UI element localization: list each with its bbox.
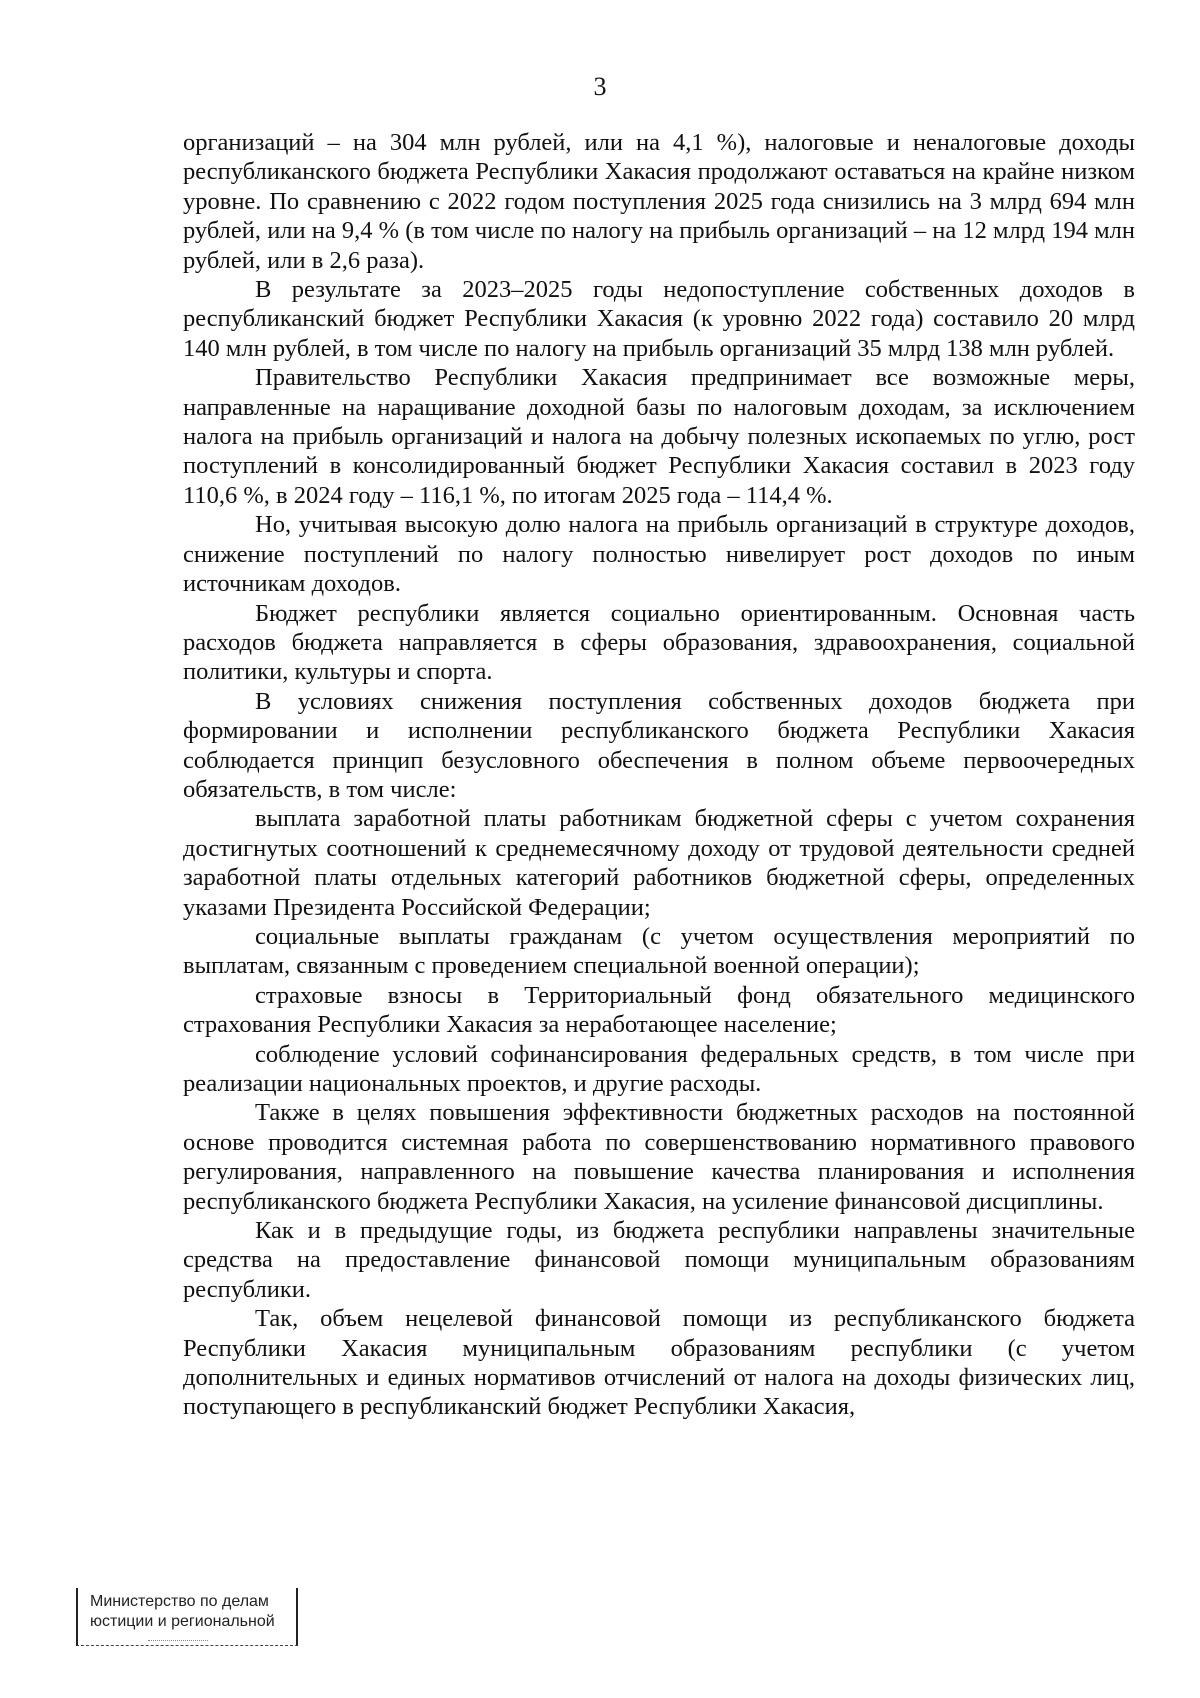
paragraph-8: социальные выплаты гражданам (с учетом осуществления мероприятий по выплатам, связанным с проведением специальной военной операции);: [183, 922, 1135, 980]
stamp-faded-line: [148, 1632, 208, 1641]
paragraph-13: Так, объем нецелевой финансовой помощи из республиканского бюджета Республики Хакасия муниципальным образованиям республики (с учетом дополнительных и единых нормативов отчислений от налога на доходы физических лиц, поступающего в республиканский бюджет Республики Хакасия,: [183, 1305, 1135, 1421]
paragraph-1: организаций – на 304 млн рублей, или на 4,1 %), налоговые и неналоговые доходы республиканского бюджета Республики Хакасия продолжают оставаться на крайне низком уровне. По сравнению с 2022 годом поступления 2025 года снизились на 3 млрд 694 млн рублей, или на 9,4 % (в том числе по налогу на прибыль организаций – на 12 млрд 194 млн рублей, или в 2,6 раза).: [183, 129, 1135, 274]
paragraph-4: Но, учитывая высокую долю налога на прибыль организаций в структуре доходов, снижение поступлений по налогу полностью нивелирует рост доходов по иным источникам доходов.: [183, 511, 1135, 598]
paragraph-6: В условиях снижения поступления собственных доходов бюджета при формировании и исполнении республиканского бюджета Республики Хакасия соблюдается принцип безусловного обеспечения в полном объеме первоочередных обязательств, в том числе:: [183, 687, 1135, 803]
paragraph-11: Также в целях повышения эффективности бюджетных расходов на постоянной основе проводится системная работа по совершенствованию нормативного правового регулирования, направленного на повышение качества планирования и исполнения республиканского бюджета Республики Хакасия, на усиление финансовой дисциплины.: [183, 1099, 1135, 1215]
page-number: 3: [593, 72, 607, 101]
document-body: [183, 128, 1135, 1422]
paragraph-5: Бюджет республики является социально ориентированным. Основная часть расходов бюджета направляется в сферы образования, здравоохранения, социальной политики, культуры и спорта.: [183, 599, 1135, 686]
stamp-line-1: Министерство по делам: [90, 1593, 269, 1610]
paragraph-10: соблюдение условий софинансирования федеральных средств, в том числе при реализации национальных проектов, и другие расходы.: [183, 1040, 1135, 1097]
paragraph-2: В результате за 2023–2025 годы недопоступление собственных доходов в республиканский бюджет Республики Хакасия (к уровню 2022 года) составило 20 млрд 140 млн рублей, в том числе по налогу на прибыль организаций 35 млрд 138 млн рублей.: [183, 276, 1135, 362]
paragraph-9: страховые взносы в Территориальный фонд обязательного медицинского страхования Республики Хакасия за неработающее население;: [183, 981, 1135, 1039]
paragraph-3: Правительство Республики Хакасия предпринимает все возможные меры, направленные на наращивание доходной базы по налоговым доходам, за исключением налога на прибыль организаций и налога на добычу полезных ископаемых по углю, рост поступлений в консолидированный бюджет Республики Хакасия составил в 2023 году 110,6 %, в 2024 году – 116,1 %, по итогам 2025 года – 114,4 %.: [183, 364, 1135, 509]
paragraph-7: выплата заработной платы работникам бюджетной сферы с учетом сохранения достигнутых соотношений к среднемесячному доходу от трудовой деятельности средней заработной платы отдельных категорий работников бюджетной сферы, определенных указами Президента Российской Федерации;: [183, 805, 1135, 921]
registration-stamp: [76, 1588, 298, 1646]
paragraph-12: Как и в предыдущие годы, из бюджета республики направлены значительные средства на предоставление финансовой помощи муниципальным образованиям республики.: [183, 1217, 1135, 1303]
stamp-line-2: юстиции и региональной: [90, 1613, 275, 1630]
